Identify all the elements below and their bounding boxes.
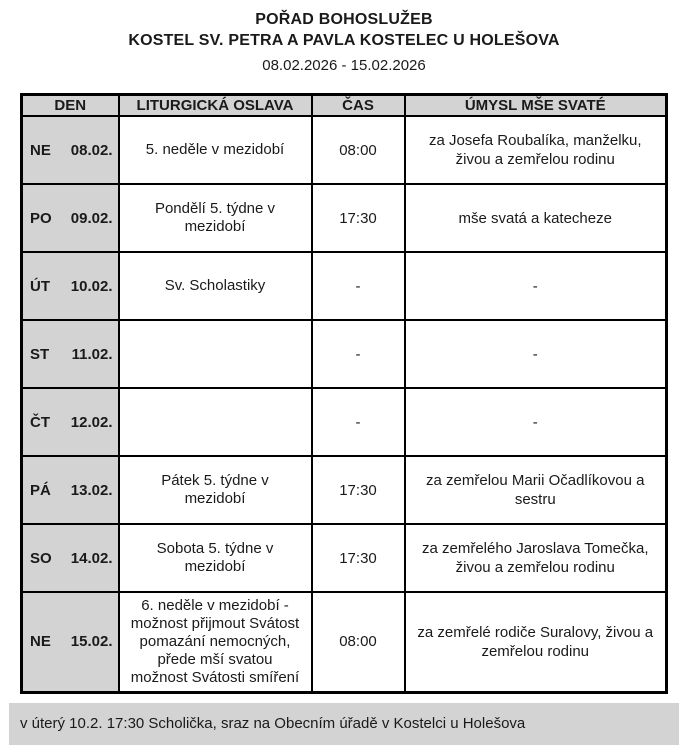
table-row (22, 184, 667, 252)
column-header-liturgicka-oslava: LITURGICKÁ OSLAVA (119, 95, 312, 117)
time-cell: 08:00 (312, 116, 405, 184)
table-row (22, 252, 667, 320)
column-header-umysl-mse-svate: ÚMYSL MŠE SVATÉ (405, 95, 667, 117)
time-cell: - (312, 388, 405, 456)
page-title: POŘAD BOHOSLUŽEB (255, 11, 433, 28)
day-cell (22, 252, 119, 320)
day-abbr: PÁ (30, 481, 51, 499)
day-abbr: NE (30, 141, 51, 159)
table-row (22, 116, 667, 184)
celebration-cell: Pátek 5. týdne v mezidobí (119, 456, 312, 524)
day-date: 09.02. (70, 209, 113, 227)
table-row (22, 524, 667, 592)
day-cell (22, 524, 119, 592)
celebration-cell: Sv. Scholastiky (119, 252, 312, 320)
column-header-cas: ČAS (312, 95, 405, 117)
day-cell (22, 116, 119, 184)
day-date: 11.02. (71, 345, 113, 363)
intention-cell: - (405, 252, 667, 320)
day-cell (22, 592, 119, 692)
day-cell (22, 184, 119, 252)
celebration-cell (119, 388, 312, 456)
time-cell: 17:30 (312, 184, 405, 252)
day-date: 14.02. (70, 549, 113, 567)
celebration-cell (119, 320, 312, 388)
header-row (22, 95, 667, 117)
time-cell: 08:00 (312, 592, 405, 692)
celebration-cell: 5. neděle v mezidobí (119, 116, 312, 184)
time-cell: 17:30 (312, 456, 405, 524)
celebration-cell: Pondělí 5. týdne v mezidobí (119, 184, 312, 252)
day-date: 12.02. (70, 413, 113, 431)
intention-cell: za zemřelou Marii Očadlíkovou a sestru (405, 456, 667, 524)
table-header (22, 95, 667, 117)
table-row (22, 320, 667, 388)
date-range: 08.02.2026 - 15.02.2026 (262, 57, 426, 74)
day-abbr: ST (30, 345, 50, 363)
page-subtitle: KOSTEL SV. PETRA A PAVLA KOSTELEC U HOLEŠOVA (128, 32, 560, 49)
day-date: 08.02. (70, 141, 113, 159)
intention-cell: za zemřelé rodiče Suralovy, živou a zemřelou rodinu (405, 592, 667, 692)
intention-cell: - (405, 320, 667, 388)
day-cell (22, 320, 119, 388)
day-cell (22, 388, 119, 456)
time-cell: - (312, 320, 405, 388)
time-cell: - (312, 252, 405, 320)
table-row (22, 456, 667, 524)
day-abbr: ČT (30, 413, 50, 431)
footer-note: v úterý 10.2. 17:30 Scholička, sraz na Obecním úřadě v Kostelci u Holešova (9, 703, 679, 745)
day-cell (22, 456, 119, 524)
day-abbr: ÚT (30, 277, 50, 295)
schedule-table (20, 93, 668, 694)
time-cell: 17:30 (312, 524, 405, 592)
table-row (22, 388, 667, 456)
column-header-den: DEN (22, 95, 119, 117)
intention-cell: za zemřelého Jaroslava Tomečka, živou a zemřelou rodinu (405, 524, 667, 592)
day-abbr: PO (30, 209, 52, 227)
document-header (0, 9, 688, 76)
intention-cell: - (405, 388, 667, 456)
table-body (22, 116, 667, 692)
celebration-cell: 6. neděle v mezidobí - možnost přijmout Svátost pomazání nemocných, přede mší svatou možnost Svátosti smíření (119, 592, 312, 692)
day-abbr: SO (30, 549, 52, 567)
day-abbr: NE (30, 633, 51, 651)
intention-cell: mše svatá a katecheze (405, 184, 667, 252)
table-row (22, 592, 667, 692)
intention-cell: za Josefa Roubalíka, manželku, živou a zemřelou rodinu (405, 116, 667, 184)
day-date: 13.02. (70, 481, 113, 499)
day-date: 15.02. (70, 633, 113, 651)
celebration-cell: Sobota 5. týdne v mezidobí (119, 524, 312, 592)
day-date: 10.02. (70, 277, 113, 295)
